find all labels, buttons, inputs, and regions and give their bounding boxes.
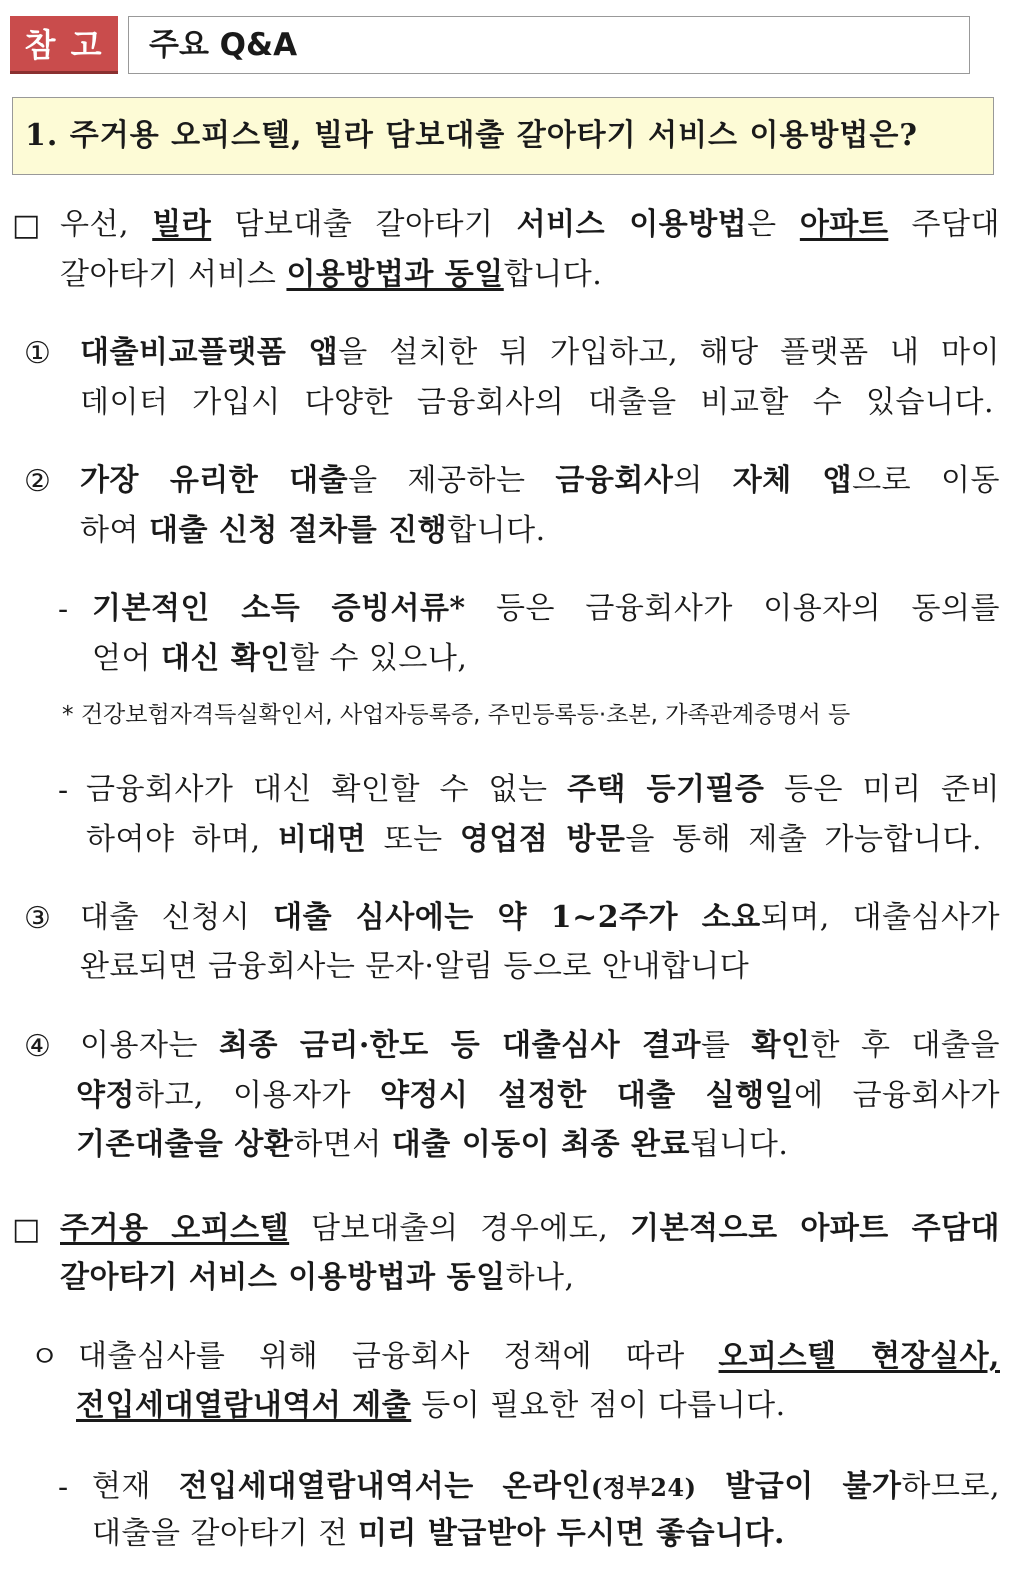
- dash-bullet: -: [58, 1470, 69, 1505]
- dash3-line1: 현재 전입세대열람내역서는 온라인(정부24) 발급이 불가하므로,: [92, 1469, 1000, 1504]
- item4-line3: 기존대출을 상환하면서 대출 이동이 최종 완료됩니다.: [76, 1127, 789, 1162]
- reference-badge: 참 고: [10, 16, 118, 74]
- item1-line1: 대출비교플랫폼 앱을 설치한 뒤 가입하고, 해당 플랫폼 내 마이: [80, 335, 1000, 370]
- circle-line2: 전입세대열람내역서 제출 등이 필요한 점이 다릅니다.: [76, 1388, 786, 1423]
- section1-line2: 갈아타기 서비스 이용방법과 동일합니다.: [60, 257, 603, 292]
- page-title: 주요 Q&A: [128, 16, 970, 74]
- item-number-3: ③: [24, 901, 51, 936]
- square-bullet: □: [12, 208, 41, 243]
- footnote: * 건강보험자격득실확인서, 사업자등록증, 주민등록등·초본, 가족관계증명서 등: [62, 702, 851, 728]
- item1-line2: 데이터 가입시 다양한 금융회사의 대출을 비교할 수 있습니다.: [80, 385, 994, 420]
- item4-line2: 약정하고, 이용자가 약정시 설정한 대출 실행일에 금융회사가: [76, 1078, 1000, 1113]
- dash-bullet: -: [58, 773, 69, 808]
- section1-line1: 우선, 빌라 담보대출 갈아타기 서비스 이용방법은 아파트 주담대: [60, 207, 1000, 242]
- item2-line2: 하여 대출 신청 절차를 진행합니다.: [80, 513, 546, 548]
- item3-line2: 완료되면 금융회사는 문자·알림 등으로 안내합니다: [80, 949, 750, 984]
- section2-line2: 갈아타기 서비스 이용방법과 동일하나,: [60, 1260, 575, 1295]
- dash1-line1: 기본적인 소득 증빙서류* 등은 금융회사가 이용자의 동의를: [92, 591, 1000, 626]
- dash2-line2: 하여야 하며, 비대면 또는 영업점 방문을 통해 제출 가능합니다.: [86, 822, 982, 857]
- circle-line1: 대출심사를 위해 금융회사 정책에 따라 오피스텔 현장실사,: [78, 1339, 1000, 1374]
- item-number-2: ②: [24, 464, 51, 499]
- footnote-star: *: [62, 702, 74, 728]
- dash-bullet: -: [58, 592, 69, 627]
- dash2-line1: 금융회사가 대신 확인할 수 없는 주택 등기필증 등은 미리 준비: [86, 772, 1000, 807]
- item2-line1: 가장 유리한 대출을 제공하는 금융회사의 자체 앱으로 이동: [80, 463, 1000, 498]
- item4-line1: 이용자는 최종 금리·한도 등 대출심사 결과를 확인한 후 대출을: [80, 1028, 1000, 1063]
- section2-line1: 주거용 오피스텔 담보대출의 경우에도, 기본적으로 아파트 주담대: [60, 1211, 1001, 1246]
- item3-line1: 대출 신청시 대출 심사에는 약 1~2주가 소요되며, 대출심사가: [80, 900, 1000, 935]
- dash1-line2: 얻어 대신 확인할 수 있으나,: [92, 641, 468, 676]
- circle-bullet: ㅇ: [30, 1340, 59, 1375]
- question-box: 1. 주거용 오피스텔, 빌라 담보대출 갈아타기 서비스 이용방법은?: [12, 97, 994, 175]
- item-number-1: ①: [24, 336, 51, 371]
- dash3-line2: 대출을 갈아타기 전 미리 발급받아 두시면 좋습니다.: [92, 1516, 785, 1551]
- reference-header: [10, 16, 970, 76]
- item-number-4: ④: [24, 1029, 51, 1064]
- square-bullet: □: [12, 1212, 41, 1247]
